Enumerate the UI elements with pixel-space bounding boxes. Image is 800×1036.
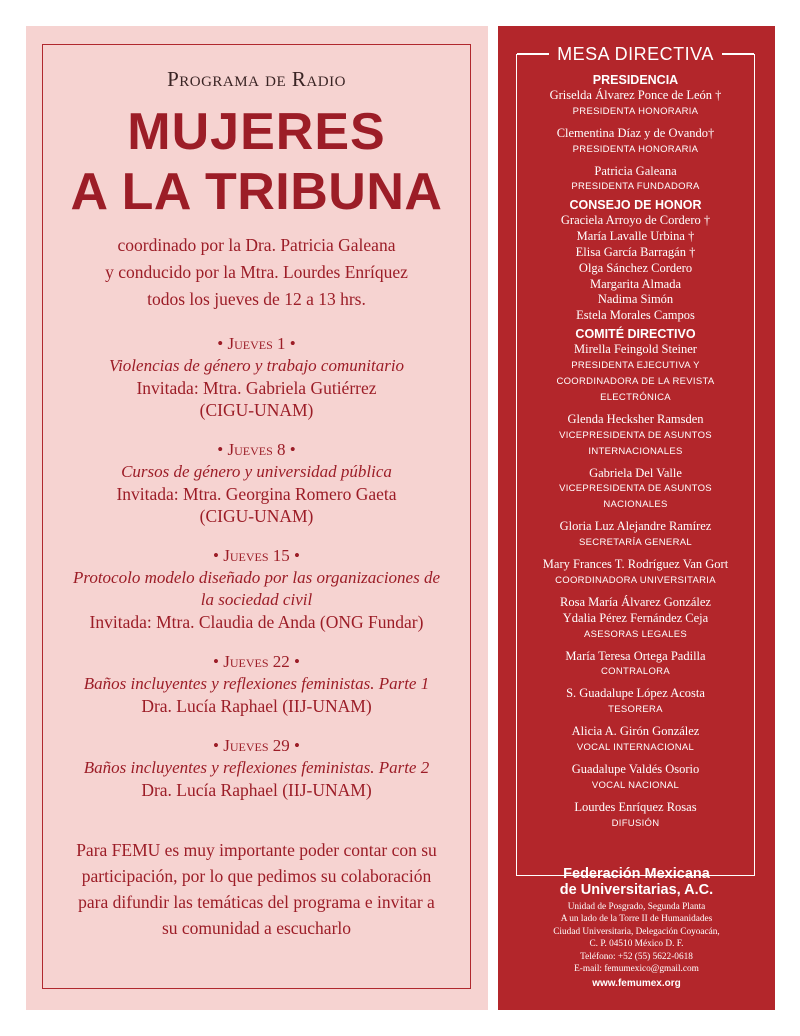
- session-day: • Jueves 8 •: [217, 440, 296, 459]
- session-topic: Baños incluyentes y reflexiones feministas. Parte 1: [83, 674, 430, 693]
- member-name: Rosa María Álvarez González: [560, 594, 711, 609]
- member-role: PRESIDENTA FUNDADORA: [571, 181, 700, 193]
- program-intro: [43, 232, 470, 313]
- program-title-line-1: MUJERES: [127, 103, 386, 161]
- session-jueves-15: [43, 545, 470, 633]
- board-member: [517, 762, 754, 794]
- board-panel: [498, 26, 775, 1010]
- honor-member-name: Graciela Arroyo de Cordero †: [560, 213, 711, 228]
- organization-name-line: de Universitarias, A.C.: [559, 882, 714, 898]
- closing-line: participación, por lo que pedimos su colaboración: [81, 866, 432, 886]
- board-member: [517, 800, 754, 832]
- address-line: Ciudad Universitaria, Delegación Coyoacán,: [553, 926, 720, 937]
- member-name: Mirella Feingold Steiner: [574, 341, 697, 356]
- closing-line: para difundir las temáticas del programa e invitar a: [78, 892, 435, 912]
- member-role: SECRETARÍA GENERAL: [579, 537, 692, 549]
- member-role: NACIONALES: [603, 499, 668, 511]
- session-jueves-8: [43, 439, 470, 527]
- board-member: [517, 466, 754, 514]
- member-role: VOCAL NACIONAL: [591, 779, 680, 791]
- program-label: Programa de Radio: [167, 67, 346, 91]
- member-name: S. Guadalupe López Acosta: [566, 686, 705, 701]
- honor-member-name: Elisa García Barragán †: [575, 244, 696, 259]
- board-heading: [517, 41, 754, 67]
- program-title-line-2: A LA TRIBUNA: [70, 163, 443, 221]
- honor-member-name: Nadima Simón: [597, 292, 674, 307]
- board-content: [517, 54, 754, 832]
- member-role: VICEPRESIDENTA DE ASUNTOS: [559, 429, 712, 441]
- session-jueves-29: [43, 735, 470, 801]
- session-day: • Jueves 1 •: [217, 334, 296, 353]
- board-member: [517, 519, 754, 551]
- member-role: COORDINADORA UNIVERSITARIA: [555, 574, 716, 586]
- member-role: VOCAL INTERNACIONAL: [576, 741, 695, 753]
- closing-line: Para FEMU es muy importante poder contar con su: [76, 840, 437, 860]
- phone-line: Teléfono: +52 (55) 5622-0618: [580, 951, 693, 962]
- member-role: CONTRALORA: [601, 666, 670, 678]
- board-member: [517, 724, 754, 756]
- board-member: [517, 126, 754, 158]
- organization-name-line: Federación Mexicana: [563, 866, 710, 882]
- honor-council-title: CONSEJO DE HONOR: [569, 198, 702, 213]
- session-day: • Jueves 15 •: [213, 546, 300, 565]
- presidency-title: PRESIDENCIA: [592, 73, 679, 87]
- session-guest: Invitada: Mtra. Claudia de Anda (ONG Fundar): [89, 612, 424, 632]
- session-topic: Baños incluyentes y reflexiones feministas. Parte 2: [83, 758, 430, 777]
- radio-program-panel: [26, 26, 488, 1010]
- member-name: Griselda Álvarez Ponce de León †: [549, 88, 722, 102]
- board-member: [517, 412, 754, 460]
- directive-committee-title: COMITÉ DIRECTIVO: [575, 326, 696, 341]
- member-role: TESORERA: [608, 704, 663, 716]
- board-member: [517, 342, 754, 406]
- honor-member-name: Margarita Almada: [589, 276, 682, 291]
- session-guest-affiliation: (CIGU-UNAM): [199, 506, 314, 526]
- session-jueves-1: [43, 333, 470, 421]
- member-name: Ydalia Pérez Fernández Ceja: [562, 610, 709, 625]
- board-heading-text: MESA DIRECTIVA: [557, 44, 714, 64]
- session-topic: Protocolo modelo diseñado por las organizaciones de: [72, 568, 441, 587]
- session-guest: Dra. Lucía Raphael (IIJ-UNAM): [141, 696, 372, 716]
- closing-line: su comunidad a escucharlo: [161, 918, 352, 938]
- board-frame: [516, 44, 755, 876]
- honor-member-name: Olga Sánchez Cordero: [578, 260, 693, 275]
- intro-line: y conducido por la Mtra. Lourdes Enríquez: [105, 262, 408, 282]
- session-guest: Dra. Lucía Raphael (IIJ-UNAM): [141, 780, 372, 800]
- session-guest: Invitada: Mtra. Georgina Romero Gaeta: [116, 484, 397, 504]
- member-name: Lourdes Enríquez Rosas: [574, 799, 697, 814]
- board-member: [517, 595, 754, 643]
- member-name: Guadalupe Valdés Osorio: [571, 761, 700, 776]
- intro-line: todos los jueves de 12 a 13 hrs.: [147, 289, 366, 309]
- member-name: Clementina Díaz y de Ovando†: [556, 125, 715, 140]
- member-name: Gabriela Del Valle: [589, 465, 682, 480]
- address-line: C. P. 04510 México D. F.: [589, 939, 684, 950]
- member-role: PRESIDENTA EJECUTIVA Y: [571, 359, 700, 371]
- session-guest: Invitada: Mtra. Gabriela Gutiérrez: [136, 378, 377, 398]
- organization-name: [498, 866, 775, 898]
- board-member: [517, 88, 754, 120]
- session-topic: Violencias de género y trabajo comunitario: [108, 356, 405, 375]
- program-frame: [42, 44, 471, 989]
- closing-message: [43, 837, 470, 941]
- member-role: ELECTRÓNICA: [600, 391, 671, 403]
- board-member: [517, 557, 754, 589]
- organization-address: [498, 901, 775, 975]
- member-name: Gloria Luz Alejandre Ramírez: [559, 519, 712, 534]
- member-role: PRESIDENTA HONORARIA: [572, 105, 699, 117]
- address-line: A un lado de la Torre II de Humanidades: [560, 914, 713, 925]
- member-name: María Teresa Ortega Padilla: [565, 648, 706, 663]
- session-day: • Jueves 22 •: [213, 652, 300, 671]
- honor-member-name: Estela Morales Campos: [576, 308, 695, 323]
- member-name: Patricia Galeana: [594, 163, 677, 178]
- address-line: Unidad de Posgrado, Segunda Planta: [567, 902, 706, 912]
- member-role: COORDINADORA DE LA REVISTA: [556, 375, 715, 387]
- member-name: Mary Frances T. Rodríguez Van Gort: [542, 557, 729, 572]
- board-member: [517, 164, 754, 196]
- intro-line: coordinado por la Dra. Patricia Galeana: [117, 235, 396, 255]
- member-role: DIFUSIÓN: [611, 817, 660, 829]
- member-role: ASESORAS LEGALES: [583, 628, 687, 640]
- email-line: E-mail: femumexico@gmail.com: [574, 964, 699, 975]
- member-role: INTERNACIONALES: [588, 445, 683, 457]
- session-topic: Cursos de género y universidad pública: [121, 462, 392, 481]
- session-jueves-22: [43, 651, 470, 717]
- member-name: Glenda Hecksher Ramsden: [567, 411, 704, 426]
- session-guest-affiliation: (CIGU-UNAM): [199, 400, 314, 420]
- board-member: [517, 649, 754, 681]
- member-role: VICEPRESIDENTA DE ASUNTOS: [559, 483, 712, 495]
- session-topic: la sociedad civil: [200, 590, 313, 609]
- board-member: [517, 686, 754, 718]
- member-role: PRESIDENTA HONORARIA: [572, 143, 699, 155]
- session-day: • Jueves 29 •: [213, 736, 300, 755]
- honor-member-name: María Lavalle Urbina †: [576, 229, 695, 244]
- member-name: Alicia A. Girón González: [571, 724, 700, 739]
- website-link[interactable]: www.femumex.org: [592, 978, 681, 989]
